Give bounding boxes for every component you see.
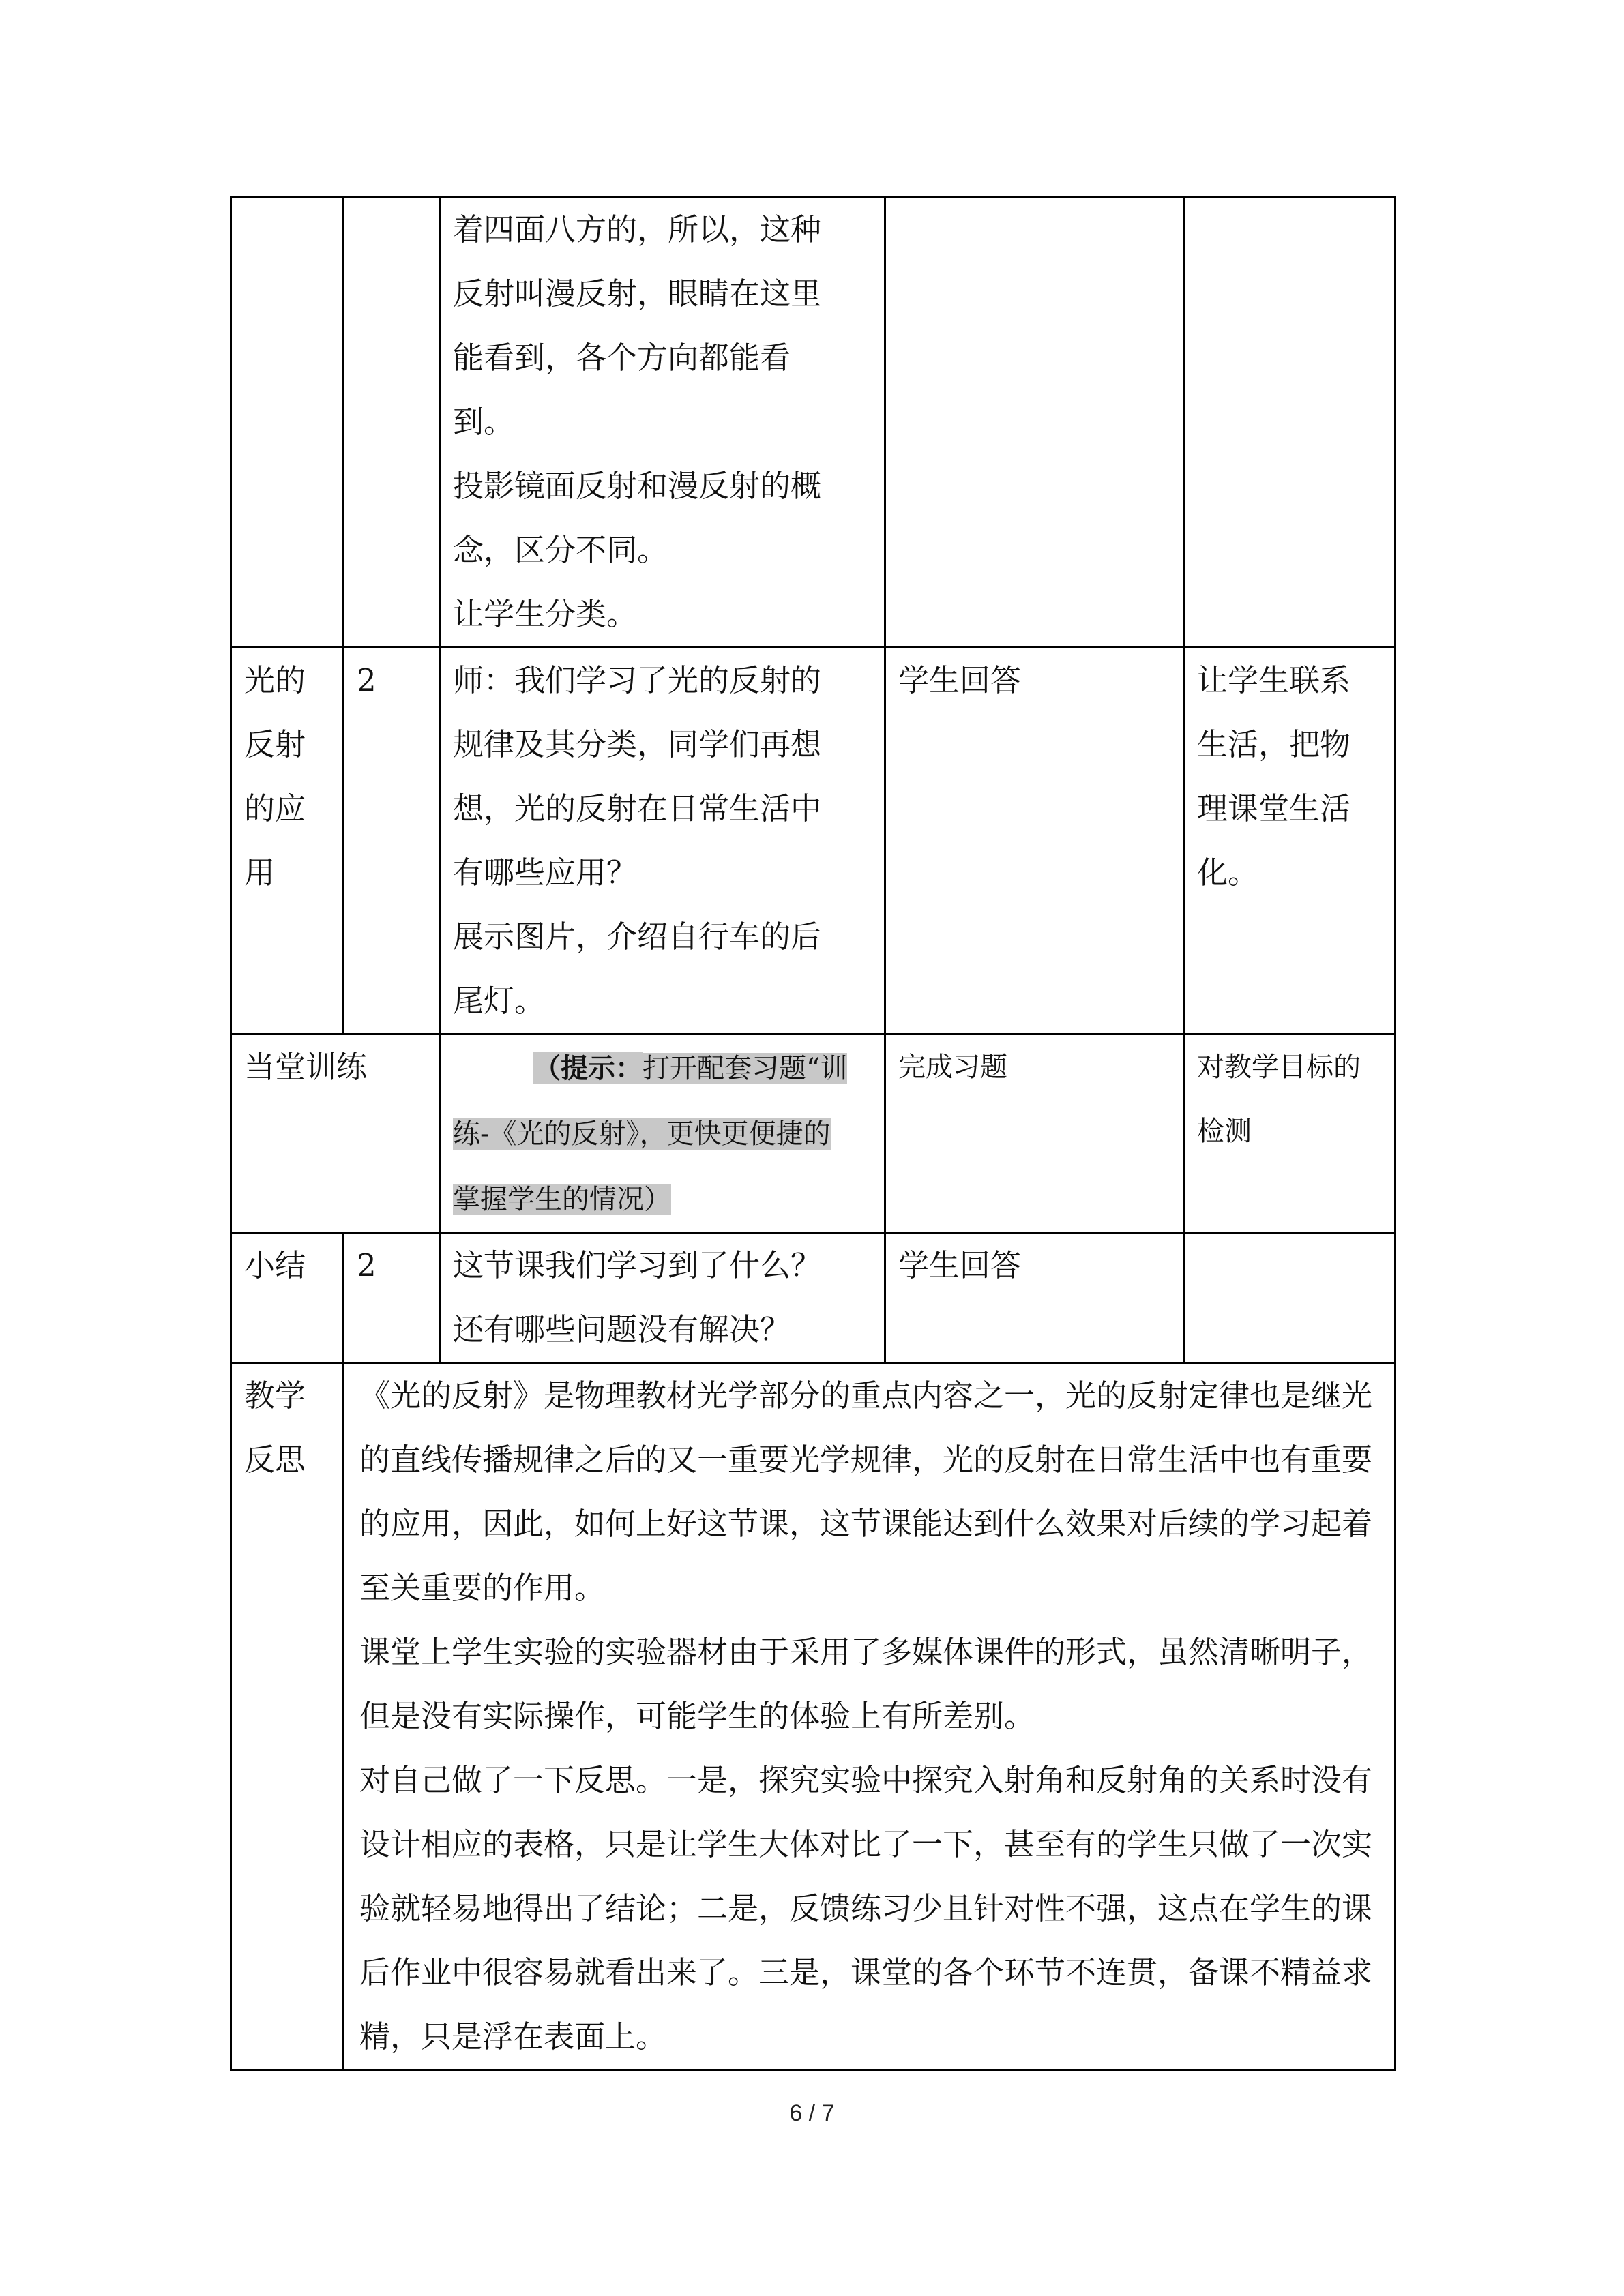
student-activity-text: 学生回答 [898,662,1022,698]
minutes-value: 2 [357,1247,377,1283]
teacher-activity-cell [440,648,885,1034]
text-line: 到。 [453,404,515,440]
reflection-paragraph: 《光的反射》是物理教材光学部分的重点内容之一，光的反射定律也是继光的直线传播规律之后的又一重要光学规律，光的反射在日常生活中也有重要的应用，因此，如何上好这节课，这节课能达到什么效果对后续的学习起着至关重要的作用。 [359,1377,1373,1606]
text-line: 教学 [244,1377,306,1414]
teacher-activity-cell [440,197,885,648]
hint-line [453,1166,872,1232]
text-line: 让学生联系 [1197,662,1351,698]
hint-label: （提示： [533,1052,643,1084]
hint-text: 练-《光的反射》，更快更便捷的 [453,1118,831,1150]
text-line: 有哪些应用？ [453,854,638,891]
text-line: 展示图片，介绍自行车的后 [453,919,822,955]
design-intent-cell-empty [1184,1233,1396,1363]
reflection-body-cell [344,1363,1396,2070]
table-row-practice [231,1034,1396,1233]
text-line: 让学生分类。 [453,596,638,632]
topic-cell-empty [231,197,344,648]
design-intent-cell-empty [1184,197,1396,648]
student-activity-cell [885,1233,1184,1363]
table-row-reflection [231,1363,1396,2070]
minutes-cell [344,648,440,1034]
reflection-label-cell [231,1363,344,2070]
text-line: 反射叫漫反射，眼睛在这里 [453,275,822,312]
reflection-paragraph: 对自己做了一下反思。一是，探究实验中探究入射角和反射角的关系时没有设计相应的表格，只是让学生大体对比了一下，甚至有的学生只做了一次实验就轻易地得出了结论；二是，反馈练习少且针对性不强，这点在学生的课后作业中很容易就看出来了。三是，课堂的各个环节不连贯，备课不精益求精，只是浮在表面上。 [359,1762,1373,2055]
text-line: 检测 [1197,1116,1252,1147]
text-line: 反思 [244,1442,306,1478]
design-intent-cell [1184,1034,1396,1233]
hint-line [453,1035,872,1101]
table-row-summary [231,1233,1396,1363]
text-line: 投影镜面反射和漫反射的概 [453,468,822,504]
student-activity-cell [885,648,1184,1034]
hint-text: 掌握学生的情况） [453,1184,671,1215]
text-line: 规律及其分类，同学们再想 [453,726,822,762]
text-line: 用 [244,854,276,891]
topic-cell [231,648,344,1034]
minutes-value: 2 [357,662,377,698]
text-line: 能看到，各个方向都能看 [453,340,791,376]
topic-cell [231,1233,344,1363]
hint-line [453,1101,872,1166]
topic-text: 当堂训练 [244,1049,368,1085]
hint-cell [440,1034,885,1233]
teacher-activity-cell [440,1233,885,1363]
page-number: 6 / 7 [789,2100,835,2126]
text-line: 着四面八方的，所以，这种 [453,211,822,248]
student-activity-text: 学生回答 [898,1247,1022,1283]
topic-cell [231,1034,440,1233]
minutes-cell-empty [344,197,440,648]
student-activity-cell [885,1034,1184,1233]
text-line: 念，区分不同。 [453,532,668,568]
student-activity-cell-empty [885,197,1184,648]
lesson-plan-table [230,196,1396,2071]
student-activity-text: 完成习题 [898,1052,1007,1083]
text-line: 光的 [244,662,306,698]
text-line: 想，光的反射在日常生活中 [453,790,822,826]
design-intent-cell [1184,648,1396,1034]
reflection-paragraph: 课堂上学生实验的实验器材由于采用了多媒体课件的形式，虽然清晰明子，但是没有实际操作，可能学生的体验上有所差别。 [359,1634,1373,1734]
topic-text: 小结 [244,1247,306,1283]
text-line: 化。 [1197,854,1259,891]
text-line: 这节课我们学习到了什么？ [453,1247,822,1283]
text-line: 理课堂生活 [1197,790,1351,826]
text-line: 师：我们学习了光的反射的 [453,662,822,698]
text-line: 尾灯。 [453,983,546,1019]
minutes-cell [344,1233,440,1363]
text-line: 还有哪些问题没有解决？ [453,1311,791,1347]
table-row-application [231,648,1396,1034]
text-line: 反射 [244,726,306,762]
text-line: 的应 [244,790,306,826]
text-line: 对教学目标的 [1197,1052,1361,1083]
table-row-continuation [231,197,1396,648]
hint-text: 打开配套习题“训 [643,1053,848,1084]
text-line: 生活，把物 [1197,726,1351,762]
